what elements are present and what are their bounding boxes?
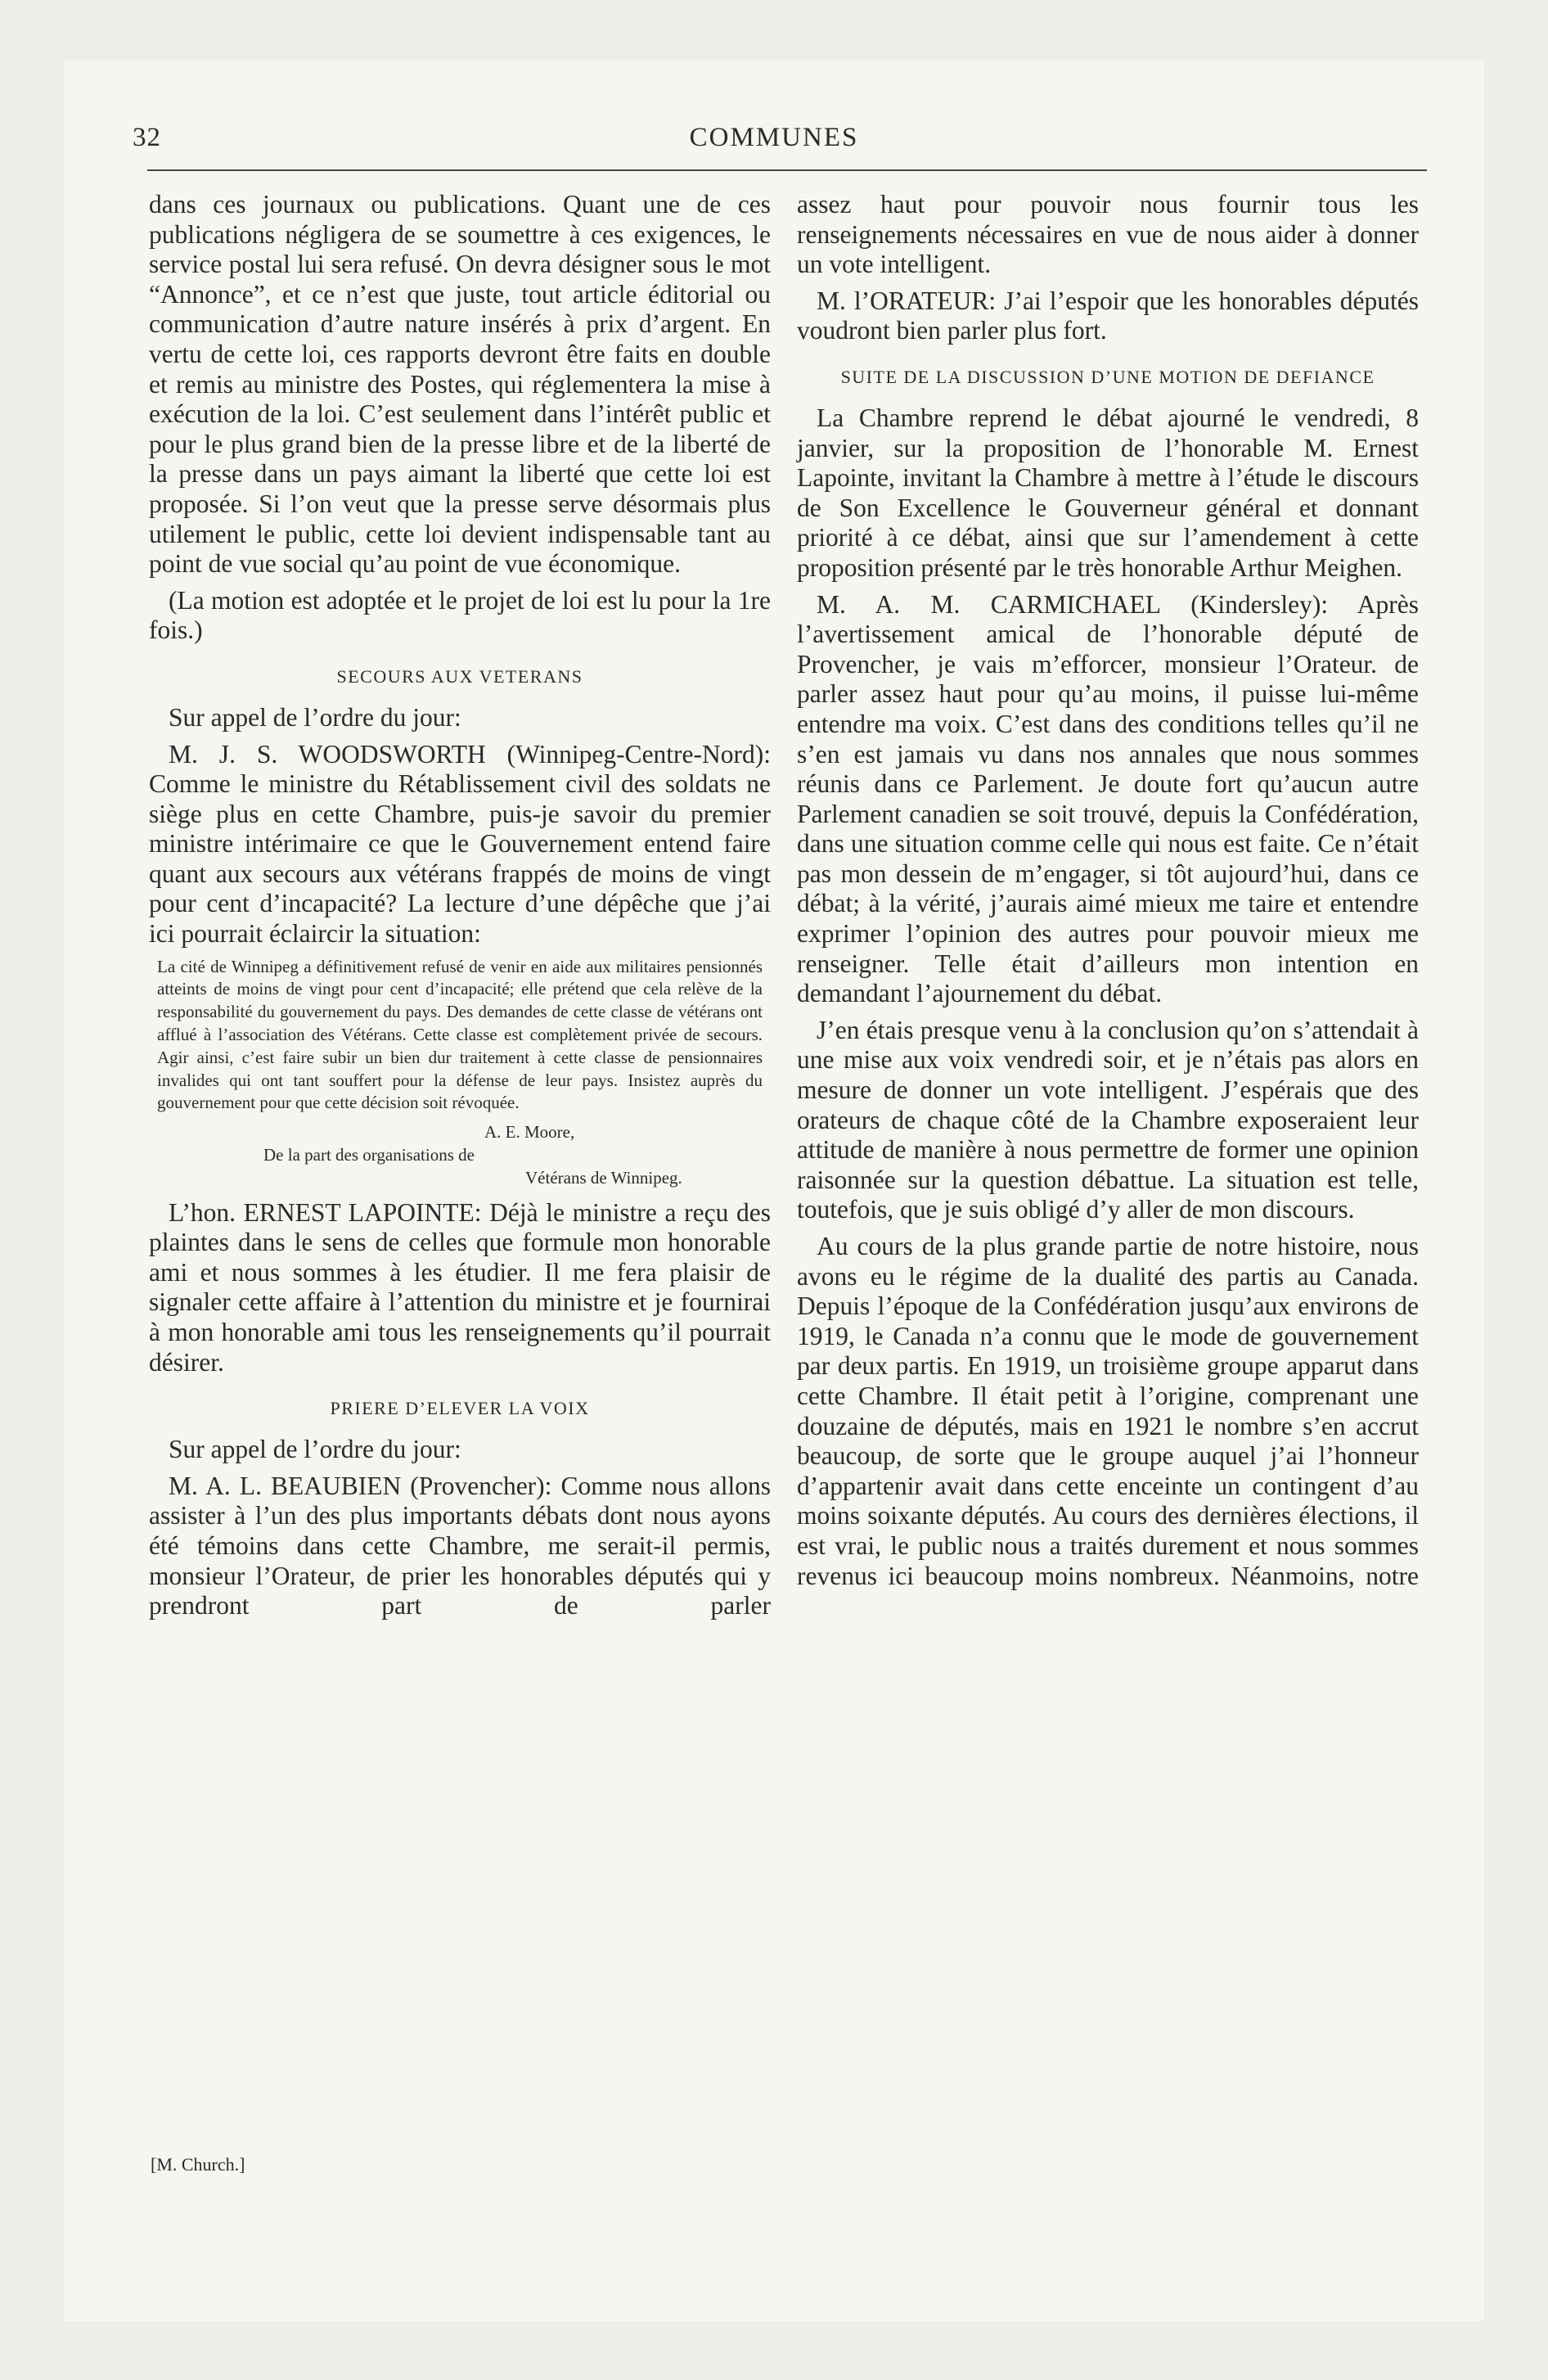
section-heading: PRIERE D’ELEVER LA VOIX [330, 1398, 590, 1419]
telegram-quote [157, 956, 763, 1116]
section-heading: SUITE DE LA DISCUSSION D’UNE MOTION DE DEFIANCE [840, 366, 1375, 387]
paragraph: Au cours de la plus grande partie de notre histoire, nous avons eu le régime de la dualité des partis au Canada. Depuis l’époque de la Confédération jusqu’aux environs de 1919, le Canada n’a connu que le mode de gouvernement par deux partis. En 1919, un troisième groupe apparut dans cette Chambre. Il était petit à l’origine, comprenant une douzaine de députés, mais en 1921 le nombre s’en accrut beaucoup, de sorte que le groupe auquel j’ai l’honneur d’appartenir avait dans cette enceinte un contingent d’au moins soixante députés. Au cours des dernières élections, il est vrai, le public nous a traités durement et nous sommes revenus ici beaucoup moins nombreux. Néanmoins, notre [797, 1232, 1419, 1590]
right-column [797, 190, 1419, 1598]
paragraph: dans ces journaux ou publications. Quant une de ces publications négligera de se soumettre à ces exigences, le service postal lui sera refusé. On devra désigner sous le mot “Annonce”, et ce n’est que juste, tout article éditorial ou communication d’autre nature insérés à prix d’argent. En vertu de cette loi, ces rapports devront être faits en double et remis au ministre des Postes, qui réglementera la mise à exécution de la loi. C’est seulement dans l’intérêt public et pour le plus grand bien de la presse libre et de la liberté de la presse dans un pays aimant la liberté que cette loi est proposée. Si l’on veut que la presse serve désormais plus utilement le public, cette loi devient indispensable tant au point de vue social qu’au point de vue économique. [149, 190, 771, 579]
speaker-paragraph: M. J. S. WOODSWORTH (Winnipeg-Centre-Nord): Comme le ministre du Rétablissement civil des soldats ne siège plus en cette Chambre, puis-je savoir du premier ministre intérimaire ce que le Gouvernement entend faire quant aux secours aux vétérans frappés de moins de vingt pour cent d’incapacité? La lecture d’une dépêche que j’ai ici pourrait éclaircir la situation: [149, 739, 771, 949]
speaker-paragraph: L’hon. ERNEST LAPOINTE: Déjà le ministre a reçu des plaintes dans le sens de celles que formule mon honorable ami et nous sommes à les étudier. Il me fera plaisir de signaler cette affaire à l’attention du ministre et je fournirai à mon honorable ami tous les renseignements qu’il pourrait désirer. [149, 1197, 771, 1377]
left-column [149, 190, 771, 1628]
header-rule [147, 169, 1427, 171]
speaker-paragraph: M. A. M. CARMICHAEL (Kindersley): Après l’avertissement amical de l’honorable député de Provencher, je vais m’efforcer, monsieur l’Orateur. de parler assez haut pour qu’au moins, il puisse lui-même entendre ma voix. C’est dans des conditions telles qu’il ne s’en est jamais vu dans nos annales que nous sommes réunis dans ce Parlement. Je doute fort qu’aucun autre Parlement canadien se soit trouvé, depuis la Confédération, dans une situation comme celle qui nous est faite. Ce n’était pas mon dessein de m’engager, si tôt aujourd’hui, dans ce débat; à la vérité, j’aurais aimé mieux me taire et entendre exprimer l’opinion des autres pour pouvoir mieux me renseigner. Telle était d’ailleurs mon intention en demandant l’ajournement du débat. [797, 589, 1419, 1008]
paragraph: assez haut pour pouvoir nous fournir tous les renseignements nécessaires en vue de nous aider à donner un vote intelligent. [797, 190, 1419, 279]
signature-name: A. E. Moore, [484, 1122, 575, 1143]
speaker-paragraph: M. A. L. BEAUBIEN (Provencher): Comme nous allons assister à l’un des plus importants débats dont nous ayons été témoins dans cette Chambre, me serait-il permis, monsieur l’Orateur, de prier les honorables députés qui y prendront part de parler [149, 1471, 771, 1620]
section-heading: SECOURS AUX VETERANS [336, 665, 583, 687]
paragraph: Sur appel de l’ordre du jour: [169, 1435, 461, 1464]
telegram-signature [157, 1121, 763, 1189]
paragraph: J’en étais presque venu à la conclusion qu’on s’attendait à une mise aux voix vendredi soir, et je n’étais pas alors en mesure de donner un vote intelligent. J’espérais que des orateurs de chaque côté de la Chambre exposeraient leur attitude de manière à nous permettre de former une opinion raisonnée sur la question débattue. La situation est telle, toutefois, que je suis obligé d’y aller de mon discours. [797, 1015, 1419, 1224]
running-head: COMMUNES [689, 123, 859, 152]
paragraph: (La motion est adoptée et le projet de loi est lu pour la 1re fois.) [149, 585, 771, 645]
page-number: 32 [133, 123, 161, 152]
paragraph: Sur appel de l’ordre du jour: [169, 702, 461, 732]
signature-line: De la part des organisations de [263, 1145, 475, 1165]
footer-note: [M. Church.] [151, 2154, 245, 2175]
signature-line: Vétérans de Winnipeg. [525, 1167, 682, 1188]
telegram-text: La cité de Winnipeg a définitivement refusé de venir en aide aux militaires pensionnés atteints de moins de vingt pour cent d’incapacité; elle prétend que cela relève de la responsabilité du gouvernement du pays. Des demandes de cette classe de vétérans ont afflué à l’association des Vétérans. Cette classe est complètement privée de secours. Agir ainsi, c’est faire subir un bien dur traitement à cette classe de pensionnaires invalides qui ont tant souffert pour la défense de leur pays. Insistez auprès du gouvernement pour que cette décision soit révoquée. [157, 956, 763, 1113]
paragraph: La Chambre reprend le débat ajourné le vendredi, 8 janvier, sur la proposition de l’honorable M. Ernest Lapointe, invitant la Chambre à mettre à l’étude le discours de Son Excellence le Gouverneur général et donnant priorité à ce débat, ainsi que sur l’amendement à cette proposition présenté par le très honorable Arthur Meighen. [797, 403, 1419, 582]
speaker-paragraph: M. l’ORATEUR: J’ai l’espoir que les honorables députés voudront bien parler plus fort. [797, 286, 1419, 345]
